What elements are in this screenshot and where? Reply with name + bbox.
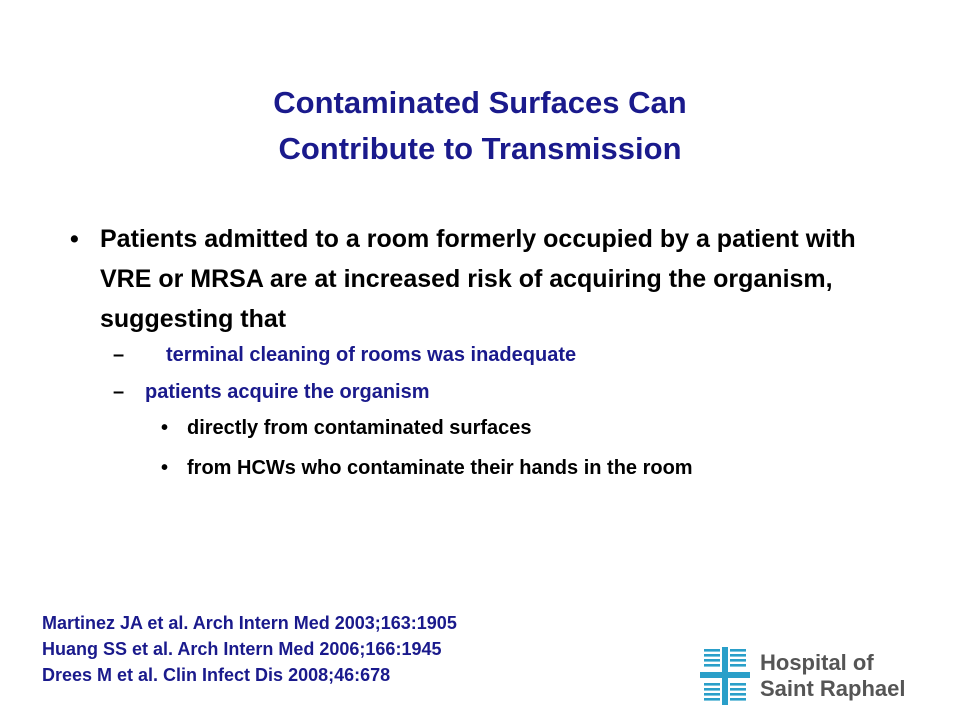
dash-marker: – [113, 381, 125, 403]
sub-sub-item-text: directly from contaminated surfaces [187, 417, 532, 439]
bullet-marker: • [161, 457, 169, 479]
sub-item [113, 341, 577, 369]
sub-item-text: terminal cleaning of rooms was inadequate [166, 344, 577, 366]
reference-item: Martinez JA et al. Arch Intern Med 2003;163:1905 [42, 613, 457, 633]
hospital-name-line-1: Hospital of [760, 650, 874, 675]
main-bullet-text: Patients admitted to a room formerly occupied by a patient with VRE or MRSA are at increased risk of acquiring the organism, suggesting that [100, 225, 856, 333]
sub-item-text: patients acquire the organism [145, 381, 430, 403]
hospital-name [760, 650, 905, 702]
bullet-marker: • [161, 417, 169, 439]
hospital-logo [700, 645, 945, 707]
bullet-marker: • [70, 225, 79, 253]
sub-item [113, 378, 430, 406]
slide-title-line-2: Contribute to Transmission [278, 131, 682, 166]
hospital-cross-logo-icon [700, 645, 750, 707]
references [42, 610, 457, 688]
sub-sub-item [161, 414, 532, 442]
main-bullet [70, 219, 900, 339]
slide-title-line-1: Contaminated Surfaces Can [273, 85, 687, 120]
sub-sub-item-text: from HCWs who contaminate their hands in the room [187, 457, 693, 479]
reference-item: Drees M et al. Clin Infect Dis 2008;46:678 [42, 665, 391, 685]
sub-sub-item [161, 454, 693, 482]
reference-item: Huang SS et al. Arch Intern Med 2006;166:1945 [42, 639, 442, 659]
dash-marker: – [113, 344, 125, 366]
hospital-name-line-2: Saint Raphael [760, 676, 906, 701]
